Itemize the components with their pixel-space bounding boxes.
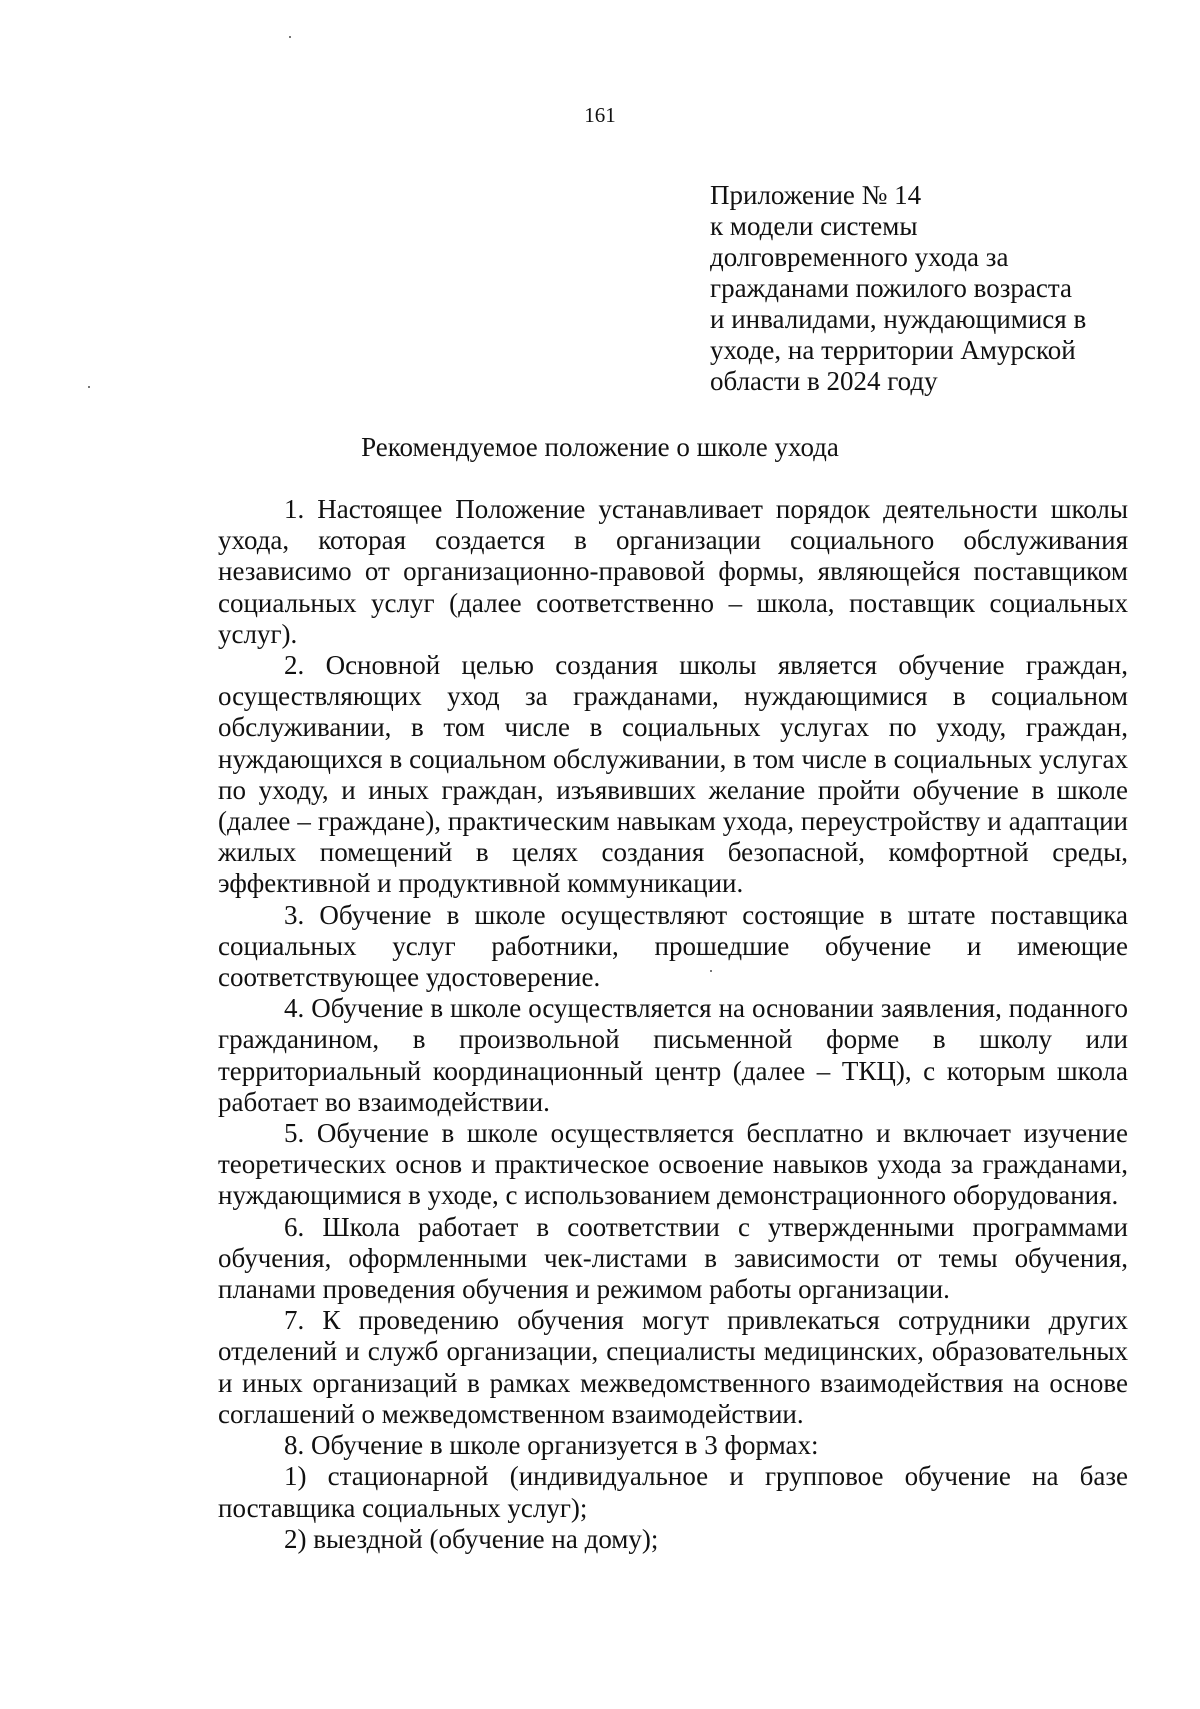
paragraph-3: 3. Обучение в школе осуществляют состоящие в штате поставщика социальных услуг работники, прошедшие обучение и имеющие соответствующее удостоверение. [218,899,1128,993]
page-number: 161 [584,103,616,127]
appendix-line: гражданами пожилого возраста [710,273,1072,303]
appendix-line: к модели системы [710,211,918,241]
list-item-2: 2) выездной (обучение на дому); [284,1523,659,1554]
paragraph-6: 6. Школа работает в соответствии с утвержденными программами обучения, оформленными чек-листами в зависимости от темы обучения, планами проведения обучения и режимом работы организации. [218,1211,1128,1305]
scan-speck [289,36,291,38]
document-title: Рекомендуемое положение о школе ухода [361,432,839,462]
appendix-line: долговременного ухода за [710,242,1009,272]
appendix-line: и инвалидами, нуждающимися в [710,304,1087,334]
paragraph-8: 8. Обучение в школе организуется в 3 формах: [284,1430,819,1461]
appendix-line: уходе, на территории Амурской [710,335,1076,365]
paragraph-2: 2. Основной целью создания школы является обучение граждан, осуществляющих уход за гражданами, нуждающимися в социальном обслуживании, в том числе в социальных услугах по уходу, граждан, нуждающихся в социальном обслуживании, в том числе в социальных услугах по уходу, и иных граждан, изъявивших желание пройти обучение в школе (далее – граждане), практическим навыкам ухода, переустройству и адаптации жилых помещений в целях создания безопасной, комфортной среды, эффективной и продуктивной коммуникации. [218,650,1128,899]
scan-speck [88,386,90,388]
paragraph-7: 7. К проведению обучения могут привлекаться сотрудники других отделений и служб организации, специалисты медицинских, образовательных и иных организаций в рамках межведомственного взаимодействия на основе соглашений о межведомственном взаимодействии. [218,1305,1128,1429]
paragraph-5: 5. Обучение в школе осуществляется бесплатно и включает изучение теоретических основ и практическое освоение навыков ухода за гражданами, нуждающимися в уходе, с использованием демонстрационного оборудования. [218,1118,1128,1211]
appendix-header [710,180,1110,397]
document-body [218,494,1128,1555]
paragraph-4: 4. Обучение в школе осуществляется на основании заявления, поданного гражданином, в произвольной письменной форме в школу или территориальный координационный центр (далее – ТКЦ), с которым школа работает во взаимодействии. [218,993,1128,1117]
appendix-line: Приложение № 14 [710,180,922,210]
list-item-1: 1) стационарной (индивидуальное и групповое обучение на базе поставщика социальных услуг); [218,1461,1128,1523]
paragraph-1: 1. Настоящее Положение устанавливает порядок деятельности школы ухода, которая создается в организации социального обслуживания независимо от организационно-правовой формы, являющейся поставщиком социальных услуг (далее соответственно – школа, поставщик социальных услуг). [218,494,1128,649]
appendix-line: области в 2024 году [710,366,938,396]
